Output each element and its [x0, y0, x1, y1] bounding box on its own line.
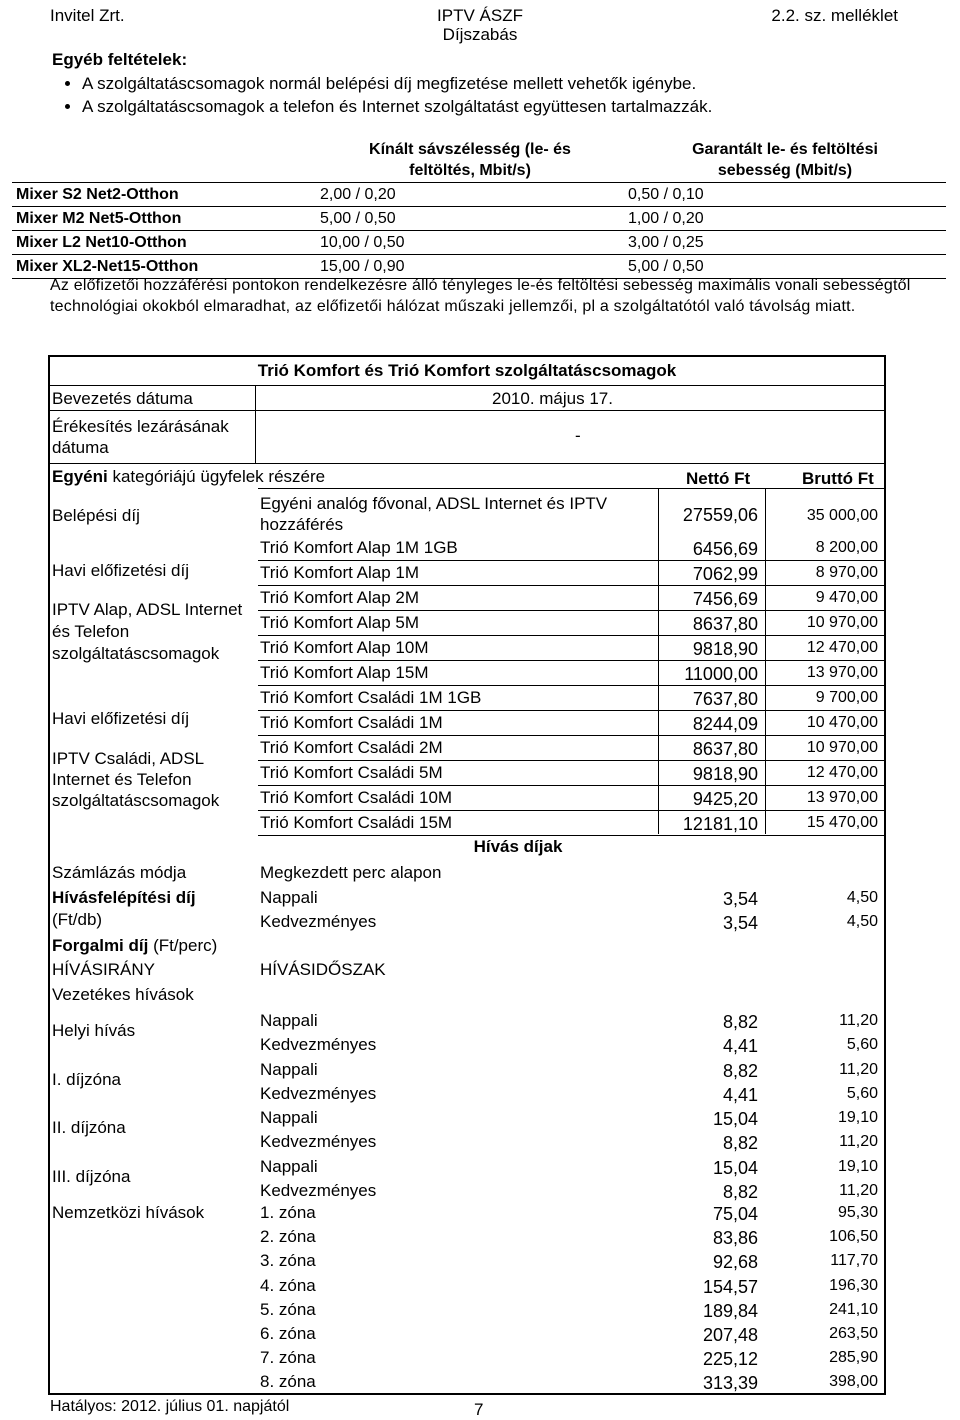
condition-item: • A szolgáltatáscsomagok normál belépési díj megfizetése mellett vehetők igénybe.: [82, 72, 712, 95]
price-row-gross: 12 470,00: [806, 639, 878, 656]
net-header: Nettó Ft: [686, 469, 751, 488]
price-row-gross: 19,10: [837, 1109, 878, 1126]
price-row-gross: 13 970,00: [806, 789, 878, 806]
price-row-net: 225,12: [702, 1349, 758, 1370]
speed-table-header: [12, 138, 946, 183]
direction-label: HÍVÁSIRÁNY: [52, 960, 155, 979]
divider: [48, 463, 886, 464]
divider: [258, 660, 884, 661]
price-row-name: Trió Komfort Családi 5M: [260, 763, 443, 782]
divider: [258, 735, 884, 736]
entry-fee-desc: Egyéni analóg fővonal, ADSL Internet és IPTV hozzáférés: [260, 494, 608, 534]
footer-effective: Hatályos: 2012. július 01. napjától: [50, 1398, 290, 1415]
price-row-net: 7456,69: [692, 589, 758, 609]
setup-fee-label: Hívásfelépítési díj: [52, 888, 196, 907]
table-row: Mixer L2 Net10-Otthon 10,00 / 0,50 3,00 / 0,25: [12, 231, 946, 255]
price-row-gross: 398,00: [829, 1373, 878, 1391]
divider: [258, 585, 884, 586]
conditions-list: [52, 72, 712, 118]
price-row-name: 4. zóna: [260, 1275, 316, 1295]
price-row-net: 4,41: [722, 1084, 758, 1105]
header-center: [405, 6, 555, 44]
price-row-gross: 5,60: [846, 1084, 878, 1102]
price-row-net: 3,54: [722, 889, 758, 909]
price-row-name: Trió Komfort Alap 2M: [260, 588, 420, 607]
divider: [258, 785, 884, 786]
price-row-name: Nappali: [260, 888, 318, 907]
price-row-gross: 11,20: [839, 1133, 878, 1150]
conditions-title: Egyéb feltételek:: [52, 50, 188, 69]
price-row-net: 8,82: [722, 1012, 758, 1032]
price-row-name: Nappali: [260, 1108, 318, 1127]
intro-date-value: 2010. május 17.: [492, 389, 613, 408]
entry-fee-net: 27559,06: [682, 505, 758, 525]
alap-label-desc: IPTV Alap, ADSL Internet és Telefon szolgáltatáscsomagok: [52, 600, 243, 663]
period-label: HÍVÁSIDŐSZAK: [260, 960, 386, 979]
guaranteed-speed-header: Garantált le- és feltöltési sebesség (Mbit/s): [692, 141, 878, 179]
price-row-net: 8637,80: [692, 739, 758, 759]
price-row-name: Nappali: [260, 1156, 318, 1176]
price-row-name: Kedvezményes: [260, 912, 377, 931]
price-row-net: 75,04: [712, 1204, 758, 1224]
price-row-name: Trió Komfort Családi 10M: [260, 788, 453, 807]
price-row-name: Kedvezményes: [260, 1180, 377, 1200]
price-row-gross: 263,50: [829, 1325, 878, 1342]
offered-speed-header: Kínált sávszélesség (le- és feltöltés, Mbit/s): [369, 141, 571, 179]
price-row-name: 2. zóna: [260, 1227, 316, 1247]
price-row-gross: 196,30: [829, 1276, 878, 1294]
price-row-gross: 4,50: [846, 913, 878, 930]
price-row-net: 8637,80: [692, 614, 758, 634]
price-row-name: Trió Komfort Alap 5M: [260, 613, 420, 632]
entry-fee-label: Belépési díj: [52, 506, 140, 525]
speed-table: [12, 138, 946, 279]
table-row: Mixer S2 Net2-Otthon 2,00 / 0,20 0,50 / 0,10: [12, 183, 946, 207]
divider: [258, 835, 884, 836]
price-row-gross: 11,20: [839, 1181, 878, 1199]
price-row-name: 1. zóna: [260, 1203, 316, 1222]
price-row-net: 8,82: [722, 1060, 758, 1081]
price-row-net: 3,54: [722, 913, 758, 933]
price-row-name: Nappali: [260, 1011, 318, 1030]
price-row-gross: 12 470,00: [806, 764, 878, 781]
price-row-name: 3. zóna: [260, 1251, 316, 1271]
price-row-gross: 5,60: [846, 1036, 878, 1053]
price-row-name: Nappali: [260, 1059, 318, 1079]
price-row-gross: 106,50: [829, 1228, 878, 1246]
header-title: IPTV ÁSZF: [437, 6, 523, 25]
price-row-gross: 8 200,00: [815, 539, 878, 556]
divider: [258, 810, 884, 811]
price-row-net: 207,48: [702, 1325, 758, 1345]
section-title: Egyéni kategóriájú ügyfelek részére: [52, 467, 326, 486]
zone-label: II. díjzóna: [52, 1118, 126, 1137]
price-row-name: Trió Komfort Alap 1M 1GB: [260, 538, 458, 557]
price-row-name: 8. zóna: [260, 1372, 316, 1392]
billing-label: Számlázás módja: [52, 863, 187, 882]
divider: [258, 760, 884, 761]
header-annex: 2.2. sz. melléklet: [771, 6, 898, 25]
end-date-value: -: [575, 426, 581, 445]
price-row-net: 6456,69: [692, 539, 758, 559]
header-company: Invitel Zrt.: [50, 6, 125, 25]
price-row-name: Trió Komfort Családi 1M 1GB: [260, 688, 482, 707]
table-row: Mixer XL2-Net15-Otthon 15,00 / 0,90 5,00 / 0,50: [12, 255, 946, 279]
intl-calls-label: Nemzetközi hívások: [52, 1203, 205, 1222]
divider: [48, 410, 886, 411]
divider: [765, 488, 766, 834]
price-row-net: 8,82: [722, 1181, 758, 1202]
price-row-net: 12181,10: [682, 814, 758, 834]
price-row-name: Trió Komfort Alap 1M: [260, 563, 420, 582]
price-row-net: 15,04: [712, 1157, 758, 1178]
price-row-net: 15,04: [712, 1109, 758, 1129]
traffic-fee-label: Forgalmi díj (Ft/perc): [52, 936, 218, 955]
price-row-net: 7637,80: [692, 689, 758, 709]
price-row-gross: 285,90: [829, 1349, 878, 1367]
price-row-name: Trió Komfort Alap 10M: [260, 638, 429, 657]
price-row-name: Trió Komfort Családi 1M: [260, 713, 443, 732]
divider: [258, 488, 884, 489]
page-number: 7: [474, 1400, 484, 1419]
price-row-net: 9425,20: [692, 789, 758, 809]
price-row-gross: 95,30: [837, 1204, 878, 1221]
package-title: Trió Komfort és Trió Komfort szolgáltatáscsomagok: [257, 361, 677, 380]
header-subtitle: Díjszabás: [442, 25, 518, 44]
price-row-gross: 10 970,00: [806, 614, 878, 631]
price-row-name: 5. zóna: [260, 1299, 316, 1319]
condition-item: • A szolgáltatáscsomagok a telefon és Internet szolgáltatást együttesen tartalmazzák.: [82, 95, 712, 118]
price-row-gross: 15 470,00: [806, 814, 878, 831]
zone-label: I. díjzóna: [52, 1069, 121, 1089]
price-row-name: Trió Komfort Családi 15M: [260, 813, 453, 832]
price-row-net: 11000,00: [684, 664, 758, 684]
gross-header: Bruttó Ft: [802, 469, 874, 488]
divider: [255, 385, 256, 463]
divider: [658, 488, 659, 834]
zone-label: III. díjzóna: [52, 1166, 131, 1186]
alap-label-1: Havi előfizetési díj: [52, 561, 190, 580]
price-row-net: 4,41: [722, 1036, 758, 1056]
intro-date-label: Bevezetés dátuma: [52, 389, 193, 408]
price-row-gross: 10 970,00: [806, 739, 878, 756]
price-row-gross: 241,10: [829, 1300, 878, 1318]
price-row-gross: 8 970,00: [815, 564, 878, 581]
price-row-net: 189,84: [702, 1300, 758, 1321]
table-row: Mixer M2 Net5-Otthon 5,00 / 0,50 1,00 / 0,20: [12, 207, 946, 231]
wired-calls-label: Vezetékes hívások: [52, 985, 194, 1004]
speed-note: Az előfizetői hozzáférési pontokon rendelkezésre álló tényleges le-és feltöltési sebesség maximális vonali sebességtől technológiai okokból elmaradhat, az előfizetői hálózat műszaki jellemzői, pl a szolgáltatótól való távolság miatt.: [50, 277, 911, 315]
price-row-name: 6. zóna: [260, 1324, 316, 1343]
price-row-gross: 11,20: [839, 1060, 878, 1078]
end-date-label: Érékesítés lezárásának dátuma: [52, 417, 229, 457]
divider: [48, 385, 886, 386]
price-row-name: Kedvezményes: [260, 1035, 377, 1054]
billing-value: Megkezdett perc alapon: [260, 863, 442, 882]
price-row-gross: 9 700,00: [815, 689, 878, 706]
price-row-name: Kedvezményes: [260, 1132, 377, 1151]
price-row-gross: 9 470,00: [815, 589, 878, 606]
price-row-net: 313,39: [702, 1373, 758, 1394]
price-row-net: 83,86: [712, 1228, 758, 1249]
price-row-net: 154,57: [702, 1276, 758, 1297]
price-row-name: Trió Komfort Alap 15M: [260, 663, 429, 682]
setup-fee-unit: (Ft/db): [52, 910, 103, 929]
calls-title: Hívás díjak: [473, 837, 563, 856]
divider: [258, 710, 884, 711]
price-row-gross: 10 470,00: [806, 714, 878, 731]
price-row-net: 7062,99: [692, 564, 758, 584]
price-row-net: 8244,09: [692, 714, 758, 734]
divider: [258, 560, 884, 561]
price-row-name: Trió Komfort Családi 2M: [260, 738, 443, 757]
divider: [258, 685, 884, 686]
price-row-gross: 11,20: [839, 1012, 878, 1029]
price-row-net: 9818,90: [692, 639, 758, 659]
divider: [258, 635, 884, 636]
price-row-net: 9818,90: [692, 764, 758, 784]
price-row-name: Kedvezményes: [260, 1083, 377, 1103]
entry-fee-gross: 35 000,00: [806, 507, 878, 524]
zone-label: Helyi hívás: [52, 1021, 136, 1040]
divider: [258, 610, 884, 611]
csal-label-1: Havi előfizetési díj: [52, 709, 190, 728]
csal-label-desc: IPTV Családi, ADSL Internet és Telefon szolgáltatáscsomagok: [52, 749, 220, 810]
price-row-net: 92,68: [712, 1252, 758, 1273]
price-row-gross: 19,10: [837, 1157, 878, 1175]
price-row-name: 7. zóna: [260, 1348, 316, 1368]
price-row-gross: 4,50: [846, 889, 878, 906]
price-row-gross: 13 970,00: [806, 664, 878, 681]
price-row-gross: 117,70: [830, 1252, 878, 1270]
price-row-net: 8,82: [722, 1133, 758, 1153]
